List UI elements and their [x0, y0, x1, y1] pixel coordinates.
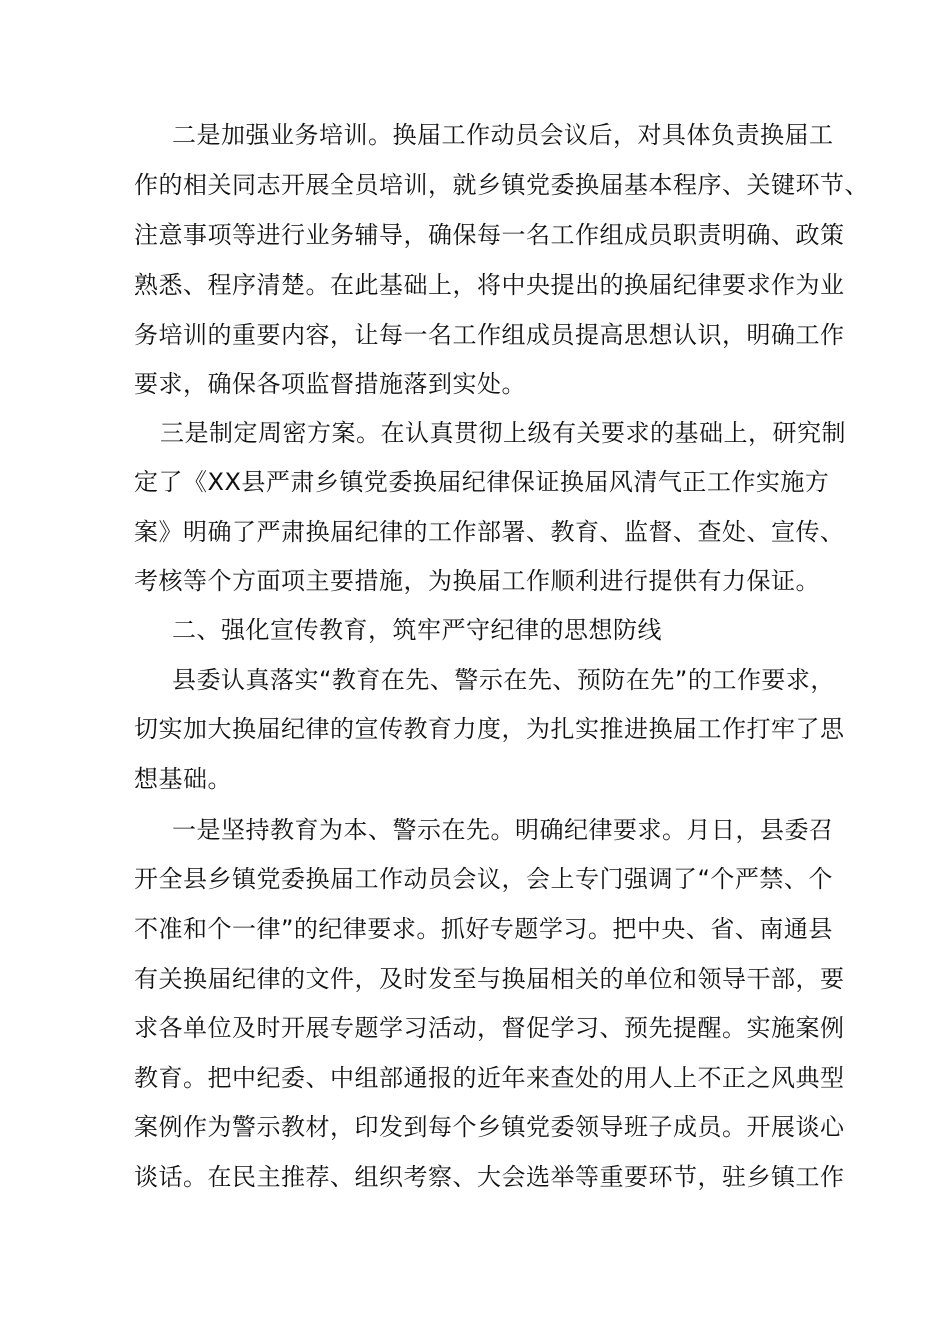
paragraph-line: 县委认真落实“教育在先、警示在先、预防在先”的工作要求， [172, 666, 835, 694]
paragraph-line: 有关换届纪律的文件，及时发至与换届相关的单位和领导干部，要 [134, 965, 845, 993]
paragraph-line: 注意事项等进行业务辅导，确保每一名工作组成员职责明确、政策 [134, 221, 845, 249]
paragraph-line: 教育。把中纪委、中组部通报的近年来查处的用人上不正之风典型 [134, 1064, 845, 1092]
paragraph-line: 切实加大换届纪律的宣传教育力度，为扎实推进换届工作打牢了思 [134, 715, 845, 743]
paragraph-line: 求各单位及时开展专题学习活动，督促学习、预先提醒。实施案例 [134, 1014, 845, 1042]
section-heading: 二、强化宣传教育，筑牢严守纪律的思想防线 [172, 616, 662, 644]
paragraph-line: 一是坚持教育为本、警示在先。明确纪律要求。月日，县委召 [172, 816, 834, 844]
paragraph-line: 作的相关同志开展全员培训，就乡镇党委换届基本程序、关键环节、 [134, 171, 869, 199]
paragraph-line: 定了《XX县严肃乡镇党委换届纪律保证换届风清气正工作实施方 [134, 468, 830, 496]
paragraph-line: 务培训的重要内容，让每一名工作组成员提高思想认识，明确工作 [134, 321, 845, 349]
paragraph-line: 案例作为警示教材，印发到每个乡镇党委领导班子成员。开展谈心 [134, 1113, 845, 1141]
paragraph-line: 二是加强业务培训。换届工作动员会议后，对具体负责换届工 [172, 121, 834, 149]
paragraph-line: 要求，确保各项监督措施落到实处。 [134, 370, 526, 398]
paragraph-line: 想基础。 [134, 765, 232, 793]
paragraph-line: 熟悉、程序清楚。在此基础上，将中央提出的换届纪律要求作为业 [134, 271, 845, 299]
paragraph-line: 不准和个一律”的纪律要求。抓好专题学习。把中央、省、南通县 [134, 915, 833, 943]
paragraph-line: 开全县乡镇党委换届工作动员会议，会上专门强调了“个严禁、个 [134, 865, 833, 893]
paragraph-line: 谈话。在民主推荐、组织考察、大会选举等重要环节，驻乡镇工作 [134, 1163, 845, 1191]
paragraph-line: 考核等个方面项主要措施，为换届工作顺利进行提供有力保证。 [134, 567, 820, 595]
paragraph-line: 三是制定周密方案。在认真贯彻上级有关要求的基础上，研究制 [160, 419, 846, 447]
paragraph-line: 案》明确了严肃换届纪律的工作部署、教育、监督、查处、宣传、 [134, 518, 845, 546]
